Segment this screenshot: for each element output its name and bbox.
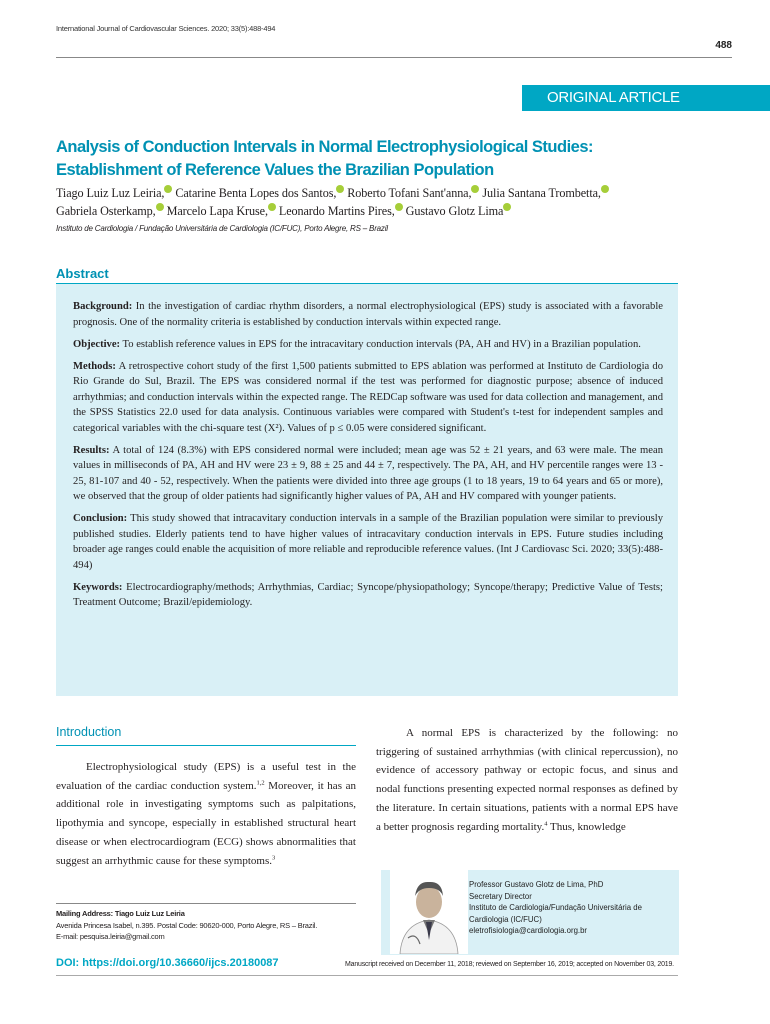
profile-photo bbox=[390, 868, 468, 954]
profile-institution: Instituto de Cardiologia/Fundação Universitária de Cardiologia (IC/FUC) bbox=[469, 903, 642, 924]
doi-link[interactable]: DOI: https://doi.org/10.36660/ijcs.20180087 bbox=[56, 957, 279, 969]
manuscript-dates: Manuscript received on December 11, 2018; reviewed on September 16, 2019; accepted on November 03, 2019. bbox=[345, 961, 674, 968]
profile-email[interactable]: eletrofisiologia@cardiologia.org.br bbox=[469, 926, 588, 935]
footer-rule bbox=[56, 975, 678, 976]
author-name: Gabriela Osterkamp, bbox=[56, 204, 156, 218]
abstract-text: A retrospective cohort study of the first 1,500 patients submitted to EPS ablation was performed at Instituto de Cardiologia do Rio Grande do Sul, Brazil. The EPS was considered normal if the test was performed for diagnostic purpose; absence of induced arrhythmias; and conduction intervals within the expected range. The REDCap software was used for data collection and management, and the SPSS Statistics 22.0 used for data analysis. Continuous variables were compared with Student's t-test for independent samples and categorical variables with the chi-square test (X²). Values of p ≤ 0.05 were considered significant. bbox=[73, 360, 663, 434]
paragraph-text: Thus, knowledge bbox=[547, 820, 626, 833]
profile-details bbox=[469, 879, 674, 937]
abstract-label: Keywords: bbox=[73, 581, 123, 593]
column-left bbox=[56, 758, 356, 870]
abstract-methods bbox=[73, 359, 663, 437]
profile-name: Professor Gustavo Glotz de Lima, PhD bbox=[469, 880, 604, 889]
orcid-icon[interactable] bbox=[156, 203, 164, 211]
paragraph-text: Electrophysiological study (EPS) is a useful test in the evaluation of the cardiac conduction system. bbox=[56, 761, 356, 792]
abstract-body bbox=[73, 299, 663, 617]
reference[interactable]: 4 bbox=[544, 819, 548, 827]
abstract-text: This study showed that intracavitary conduction intervals in a sample of the Brazilian population were similar to previously published studies. Elderly patients tend to have higher values of intracavitary conduction intervals in EPS. Future studies including broader age ranges could enable the acquisition of more reliable and reproducible reference values. (Int J Cardiovasc Sci. 2020; 33(5):488-494) bbox=[73, 513, 663, 571]
reference[interactable]: 3 bbox=[271, 853, 276, 861]
orcid-icon[interactable] bbox=[471, 185, 479, 193]
affiliation: Instituto de Cardiologia / Fundação Universitária de Cardiologia (IC/FUC), Porto Alegre, RS – Brazil bbox=[56, 224, 388, 233]
author-name: Marcelo Lapa Kruse, bbox=[166, 204, 268, 218]
abstract-text: Electrocardiography/methods; Arrhythmias, Cardiac; Syncope/physiopathology; Syncope/therapy; Predictive Value of Tests; Treatment Outcome; Brazil/epidemiology. bbox=[73, 581, 663, 608]
abstract-results bbox=[73, 443, 663, 505]
abstract-background bbox=[73, 299, 663, 330]
profile-role: Secretary Director bbox=[469, 891, 532, 901]
author-name: Tiago Luiz Luz Leiria, bbox=[56, 186, 165, 200]
introduction-heading: Introduction bbox=[56, 725, 122, 739]
abstract-text: To establish reference values in EPS for the intracavitary conduction intervals (PA, AH and HV) in a Brazilian population. bbox=[120, 338, 641, 350]
author-name: Catarine Benta Lopes dos Santos, bbox=[175, 186, 337, 200]
abstract-label: Objective: bbox=[73, 338, 121, 350]
header-rule bbox=[56, 57, 732, 58]
orcid-icon[interactable] bbox=[268, 203, 276, 211]
mailing-label: Mailing Address: Tiago Luiz Luz Leiria bbox=[56, 909, 185, 918]
article-title: Analysis of Conduction Intervals in Normal Electrophysiological Studies: Establishment of Reference Values the Brazilian Population bbox=[56, 138, 594, 179]
abstract-label: Results: bbox=[73, 444, 110, 456]
abstract-heading: Abstract bbox=[56, 266, 109, 281]
journal-citation: International Journal of Cardiovascular Sciences. 2020; 33(5):488-494 bbox=[56, 24, 276, 33]
author-name: Leonardo Martins Pires, bbox=[278, 204, 395, 218]
section-badge: ORIGINAL ARTICLE bbox=[522, 85, 770, 111]
author-list bbox=[56, 184, 696, 220]
orcid-icon[interactable] bbox=[336, 185, 344, 193]
author-name: Gustavo Glotz Lima bbox=[405, 204, 504, 218]
paragraph bbox=[376, 724, 678, 836]
portrait-image bbox=[390, 868, 468, 954]
orcid-icon[interactable] bbox=[503, 203, 511, 211]
author-name: Roberto Tofani Sant'anna, bbox=[347, 186, 472, 200]
abstract-text: A total of 124 (8.3%) with EPS considered normal were included; mean age was 52 ± 21 years, and 63 were male. The mean values in milliseconds of PA, AH and HV were 23 ± 9, 88 ± 25 and 44 ± 7, respectively. The PA, AH, and HV percentile ranges were 13 - 25, 81-107 and 40 - 52, respectively. When the patients were divided into three age groups (1 to 18 years, 19 to 64 years and 65 or more), we observed that the group of older patients had significantly higher values of PA, AH and HV compared with younger patients. bbox=[73, 444, 663, 502]
paragraph bbox=[56, 758, 356, 870]
mailing-address bbox=[56, 908, 356, 943]
reference[interactable]: 1,2 bbox=[256, 779, 265, 787]
footnote-rule bbox=[56, 903, 356, 904]
abstract-rule bbox=[56, 283, 678, 284]
abstract-label: Methods: bbox=[73, 360, 116, 372]
paragraph-text: A normal EPS is characterized by the following: no triggering of sustained arrhythmias (with clinical repercussion), no evidence of accessory pathway or ectopic focus, and sinus and nodal functions presenting expected normal responses as defined by the literature. In certain situations, patients with a normal EPS have a better prognosis regarding mortality. bbox=[376, 727, 678, 833]
orcid-icon[interactable] bbox=[164, 185, 172, 193]
introduction-rule bbox=[56, 745, 356, 746]
abstract-text: In the investigation of cardiac rhythm disorders, a normal electrophysiological (EPS) study is associated with a favorable prognosis. One of the normality criteria is established by conduction intervals within expected range. bbox=[73, 301, 663, 328]
paragraph-text: Moreover, it has an additional role in investigating symptoms such as palpitations, lipothymia and syncope, especially in established structural heart disease or when electrocardiogram (ECG) shows abnormalities that suggest an arrhythmic cause for these symptoms. bbox=[56, 779, 356, 867]
author-name: Julia Santana Trombetta, bbox=[482, 186, 601, 200]
mailing-email[interactable]: E-mail: pesquisa.leiria@gmail.com bbox=[56, 932, 165, 941]
abstract-label: Conclusion: bbox=[73, 513, 128, 524]
abstract-conclusion bbox=[73, 511, 663, 573]
abstract-label: Background: bbox=[73, 301, 133, 312]
column-right bbox=[376, 724, 678, 836]
mailing-street: Avenida Princesa Isabel, n.395. Postal Code: 90620-000, Porto Alegre, RS – Brazil. bbox=[56, 920, 318, 930]
orcid-icon[interactable] bbox=[601, 185, 609, 193]
orcid-icon[interactable] bbox=[395, 203, 403, 211]
abstract-keywords bbox=[73, 580, 663, 611]
abstract-objective bbox=[73, 337, 663, 353]
page-number: 488 bbox=[715, 40, 732, 51]
